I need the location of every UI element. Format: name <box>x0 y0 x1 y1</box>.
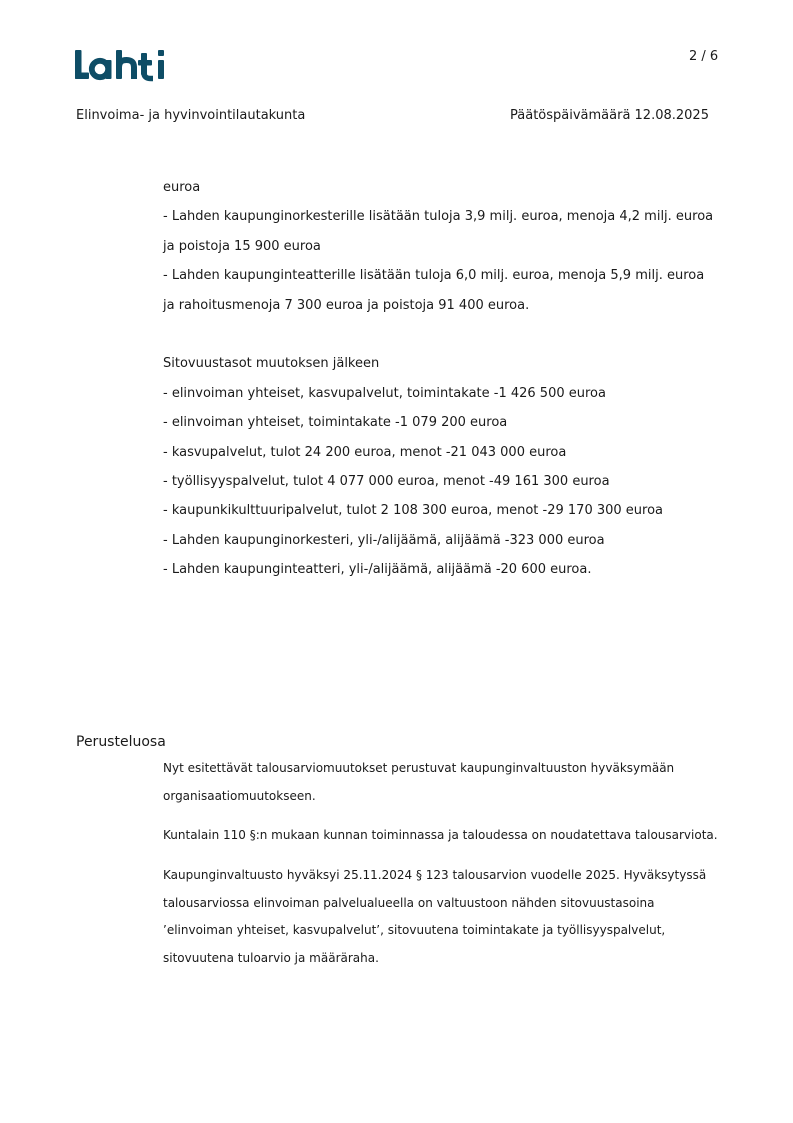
binding-level-item: - elinvoiman yhteiset, toimintakate -1 079 200 euroa <box>163 415 508 431</box>
paragraph-line: ’elinvoiman yhteiset, kasvupalvelut’, sitovuutena toimintakate ja työllisyyspalvelut, <box>163 923 666 937</box>
paragraph-line: talousarviossa elinvoiman palvelualueella on valtuustoon nähden sitovuustasoina <box>163 895 655 910</box>
rationale-paragraph-2 <box>163 826 733 854</box>
paragraph-line: Kuntalain 110 §:n mukaan kunnan toiminnassa ja taloudessa on noudatettava talousarviota. <box>163 828 718 842</box>
binding-levels-heading: Sitovuustasot muutoksen jälkeen <box>163 356 380 372</box>
organization-name: Elinvoima- ja hyvinvointilautakunta <box>76 108 306 123</box>
decision-date: Päätöspäivämäärä 12.08.2025 <box>510 108 709 123</box>
text-line: - Lahden kaupunginteatterille lisätään tuloja 6,0 milj. euroa, menoja 5,9 milj. euroa <box>163 268 705 284</box>
text-line: - Lahden kaupunginorkesterille lisätään tuloja 3,9 milj. euroa, menoja 4,2 milj. euroa <box>163 209 714 225</box>
paragraph-line: sitovuutena tuloarvio ja määräraha. <box>163 950 379 965</box>
binding-level-item: - Lahden kaupunginteatteri, yli-/alijäämä, alijäämä -20 600 euroa. <box>163 562 592 578</box>
binding-level-item: - työllisyyspalvelut, tulot 4 077 000 euroa, menot -49 161 300 euroa <box>163 473 610 489</box>
paragraph-line: organisaatiomuutokseen. <box>163 788 316 803</box>
paragraph-line: Kaupunginvaltuusto hyväksyi 25.11.2024 § 123 talousarvion vuodelle 2025. Hyväksytyssä <box>163 868 707 882</box>
binding-level-item: - kasvupalvelut, tulot 24 200 euroa, menot -21 043 000 euroa <box>163 444 567 460</box>
section-title-rationale: Perusteluosa <box>76 734 166 750</box>
paragraph-line: Nyt esitettävät talousarviomuutokset perustuvat kaupunginvaltuuston hyväksymään <box>163 761 675 775</box>
rationale-paragraph-1 <box>163 759 733 814</box>
binding-level-item: - elinvoiman yhteiset, kasvupalvelut, toimintakate -1 426 500 euroa <box>163 385 606 401</box>
text-line: euroa <box>163 180 201 195</box>
text-line: ja poistoja 15 900 euroa <box>163 238 321 254</box>
binding-level-item: - kaupunkikulttuuripalvelut, tulot 2 108 300 euroa, menot -29 170 300 euroa <box>163 503 664 519</box>
text-line: ja rahoitusmenoja 7 300 euroa ja poistoja 91 400 euroa. <box>163 297 530 313</box>
page-number: 2 / 6 <box>689 49 719 64</box>
lahti-logo-icon <box>75 47 170 83</box>
binding-level-item: - Lahden kaupunginorkesteri, yli-/alijäämä, alijäämä -323 000 euroa <box>163 532 605 548</box>
lahti-logo <box>75 47 170 83</box>
rationale-paragraph-3 <box>163 866 733 976</box>
decision-text <box>163 178 763 589</box>
